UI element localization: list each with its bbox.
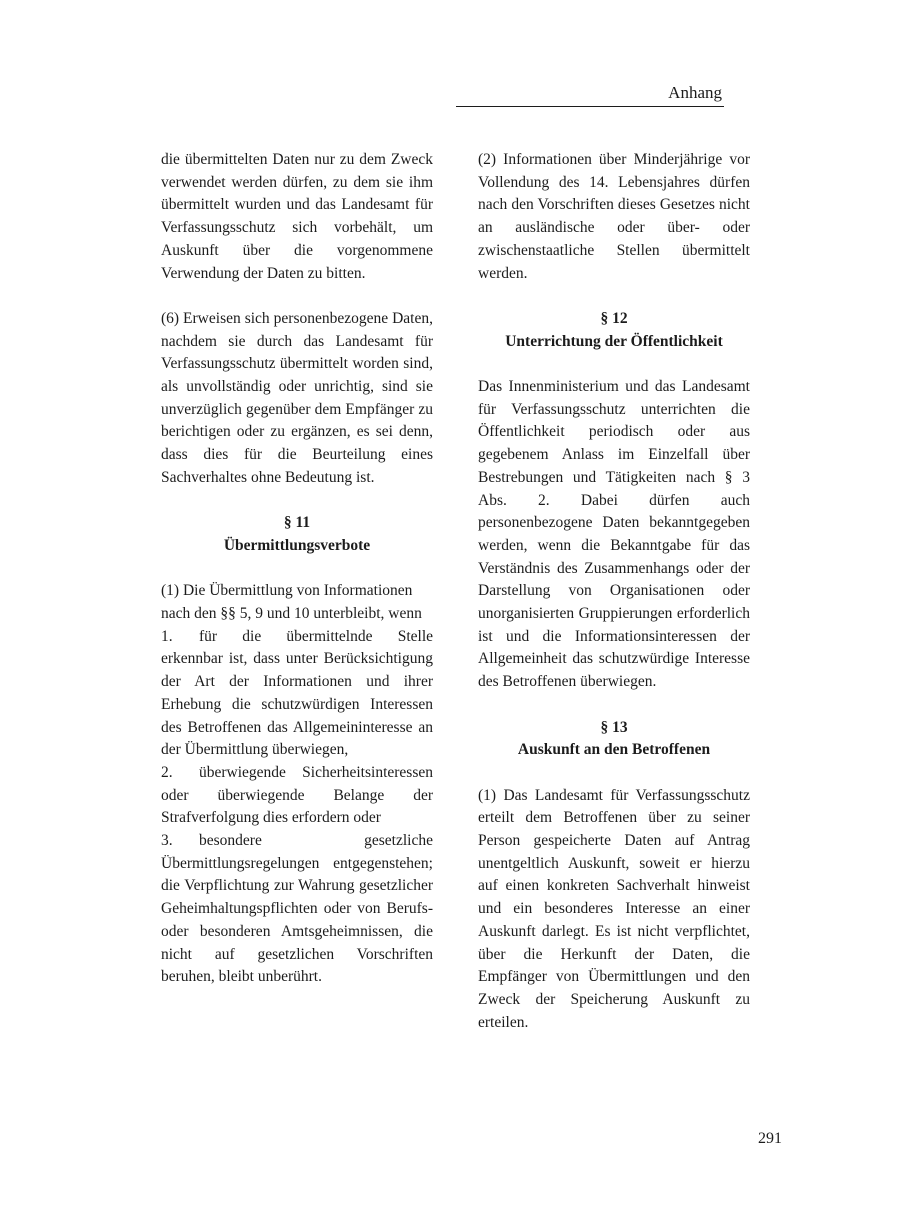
paragraph-2: (2) Informationen über Minderjährige vor Vollendung des 14. Lebensjahres dürfen nach den Vorschriften dieses Gesetzes nicht an ausländische oder über- oder zwischenstaatliche Stellen übermittelt werden. [478,151,750,282]
section-11-title: Übermittlungsverbote [223,536,371,554]
running-title: Anhang [668,83,722,102]
list-item-number: 1. [161,627,173,645]
page-number: 291 [758,1130,782,1147]
left-column [161,149,433,989]
running-header [456,82,724,107]
section-13-title: Auskunft an den Betroffenen [517,741,711,759]
section-12-title: Unterrichtung der Öffentlichkeit [505,332,723,350]
list-item-text: überwiegende Sicherheitsinteressen oder überwiegende Belange der Strafverfolgung dies erfordern oder [161,763,433,827]
section-12-number: § 12 [600,309,628,327]
section-11-paragraph-1-intro: (1) Die Übermittlung von Informationen nach den §§ 5, 9 und 10 unterbleibt, wenn [161,582,422,623]
paragraph-continuation: die übermittelten Daten nur zu dem Zweck verwendet werden dürfen, zu dem sie ihm übermittelt wurden und das Landesamt für Verfassungsschutz sich vorbehält, um Auskunft über die vorgenommene Verwendung der Daten zu bitten. [161,151,433,282]
paragraph-6: (6) Erweisen sich personenbezogene Daten, nachdem sie durch das Landesamt für Verfassungsschutz übermittelt worden sind, als unvollständig oder unrichtig, sind sie unverzüglich gegenüber dem Empfänger zu berichtigen oder zu ergänzen, es sei denn, dass dies für die Beurteilung eines Sachverhaltes ohne Bedeutung ist. [161,309,433,486]
list-item-text: besondere gesetzliche Übermittlungsregelungen entgegenstehen; die Verpflichtung zur Wahrung gesetzlicher Geheimhaltungspflichten oder von Berufs- oder besonderen Amtsgeheimnissen, die nicht auf gesetzlichen Vorschriften beruhen, bleibt unberührt. [161,832,433,986]
list-item-number: 2. [161,763,173,781]
section-12-paragraph: Das Innenministerium und das Landesamt für Verfassungsschutz unterrichten die Öffentlichkeit periodisch oder aus gegebenem Anlass im Einzelfall über Bestrebungen und Tätigkeiten nach § 3 Abs. 2. Dabei dürfen auch personenbezogene Daten bekanntgegeben werden, wenn die Bekanntgabe für das Verständnis des Zusammenhangs oder der Darstellung von Organisationen oder unorganisierten Gruppierungen erforderlich ist und die Informationsinteressen der Allgemeinheit das schutzwürdige Interesse des Betroffenen überwiegen. [478,378,750,691]
list-item [161,830,433,989]
right-column [478,149,750,1034]
section-13-number: § 13 [600,718,628,736]
list-item-text: für die übermittelnde Stelle erkennbar ist, dass unter Berücksichtigung der Art der Informationen und ihrer Erhebung die schutzwürdigen Interessen des Betroffenen das Allgemeininteresse an der Übermittlung überwiegen, [161,627,433,759]
section-11-number: § 11 [283,514,311,532]
list-item [161,626,433,762]
section-13-paragraph-1: (1) Das Landesamt für Verfassungsschutz erteilt dem Betroffenen über zu seiner Person gespeicherte Daten auf Antrag unentgeltlich Auskunft, soweit er hierzu auf einen konkreten Sachverhalt hinweist und ein besonderes Interesse an einer Auskunft darlegt. Es ist nicht verpflichtet, über die Herkunft der Daten, die Empfänger von Übermittlungen und den Zweck der Speicherung Auskunft zu erteilen. [478,786,750,1031]
list-item [161,762,433,830]
list-item-number: 3. [161,832,173,850]
